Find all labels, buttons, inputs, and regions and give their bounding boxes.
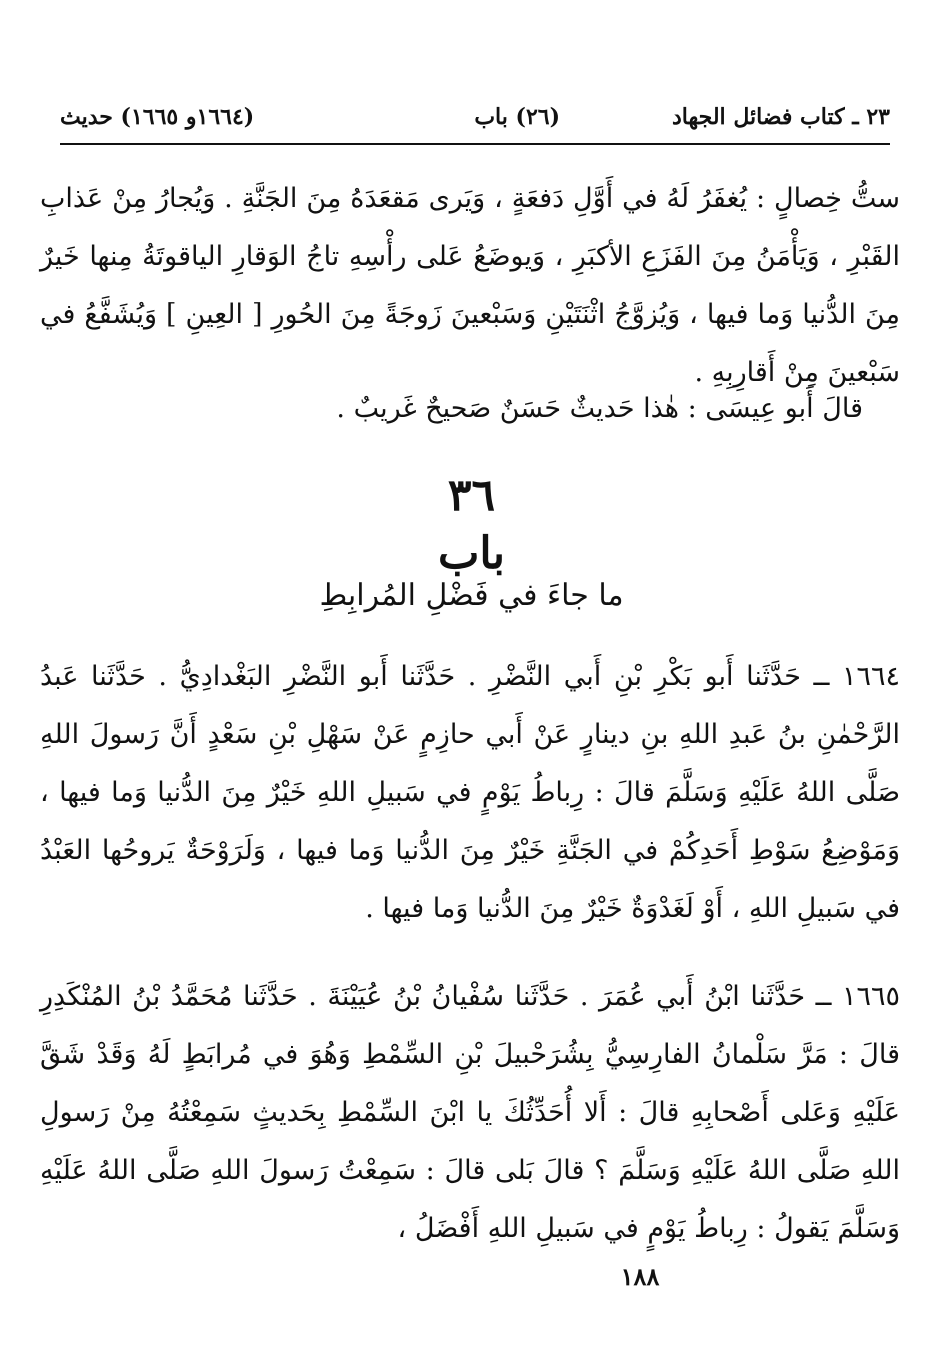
chapter-subtitle: ما جاءَ في فَضْلِ المُرابِطِ bbox=[319, 578, 624, 613]
running-header bbox=[60, 104, 890, 140]
hadith-1664: ١٦٦٤ ــ حَدَّثَنا أَبو بَكْرِ بْنِ أَبي النَّضْرِ . حَدَّثَنا أَبو النَّضْرِ البَغْدادِيُّ . حَدَّثَنا عَبدُ الرَّحْمٰنِ بنُ عَبدِ اللهِ بنِ دينارٍ عَنْ أَبي حازِمٍ عَنْ سَهْلِ بْنِ سَعْدٍ أَنَّ رَسولَ اللهِ صَلَّى اللهُ عَلَيْهِ وَسَلَّمَ قالَ : رِباطُ يَوْمٍ في سَبيلِ اللهِ خَيْرٌ مِنَ الدُّنيا وَما فيها ، وَمَوْضِعُ سَوْطِ أَحَدِكُمْ في الجَنَّةِ خَيْرٌ مِنَ الدُّنيا وَما فيها ، وَلَرَوْحَةٌ يَروحُها العَبْدُ في سَبيلِ اللهِ ، أَوْ لَغَدْوَةٌ خَيْرٌ مِنَ الدُّنيا وَما فيها . bbox=[40, 661, 900, 924]
page-number: ١٨٨ bbox=[620, 1262, 660, 1291]
paragraph-continuation: ستُّ خِصالٍ : يُغفَرُ لَهُ في أَوَّلِ دَفعَةٍ ، وَيَرى مَقعَدَهُ مِنَ الجَنَّةِ . وَيُجارُ مِنْ عَذابِ القَبْرِ ، وَيَأْمَنُ مِنَ الفَزَعِ الأكبَرِ ، وَيوضَعُ عَلى رأْسِهِ تاجُ الوَقارِ الياقوتَةُ مِنها خَيرٌ مِنَ الدُّنيا وَما فيها ، وَيُزوَّجُ اثْنَتَيْنِ وَسَبْعينَ زَوجَةً مِنَ الحُورِ [ العِينِ ] وَيُشَفَّعُ في سَبْعينَ مِنْ أَقارِبِهِ . bbox=[40, 183, 900, 388]
chapter-title: باب bbox=[437, 528, 506, 579]
header-chapter-ref: (٢٦) باب bbox=[474, 104, 560, 130]
header-divider bbox=[60, 143, 890, 145]
chapter-number: ٣٦ bbox=[447, 470, 496, 521]
header-book-title: ٢٣ ـ كتاب فضائل الجهاد bbox=[672, 104, 890, 130]
hadith-1665: ١٦٦٥ ــ حَدَّثَنا ابْنُ أَبي عُمَرَ . حَدَّثَنا سُفْيانُ بْنُ عُيَيْنَةَ . حَدَّثَنا مُحَمَّدُ بْنُ المُنْكَدِرِ قالَ : مَرَّ سَلْمانُ الفارِسِيُّ بِشُرَحْبيلَ بْنِ السِّمْطِ وَهُوَ في مُرابَطٍ لَهُ وَقَدْ شَقَّ عَلَيْهِ وَعَلى أَصْحابِهِ قالَ : أَلا أُحَدِّثُكَ يا ابْنَ السِّمْطِ بِحَديثٍ سَمِعْتُهُ مِنْ رَسولِ اللهِ صَلَّى اللهُ عَلَيْهِ وَسَلَّمَ ؟ قالَ بَلى قالَ : سَمِعْتُ رَسولَ اللهِ صَلَّى اللهُ عَلَيْهِ وَسَلَّمَ يَقولُ : رِباطُ يَوْمٍ في سَبيلِ اللهِ أَفْضَلُ ، bbox=[40, 981, 900, 1244]
header-hadith-range: (١٦٦٤و ١٦٦٥) حديث bbox=[60, 104, 255, 130]
abu-isa-comment: قالَ أَبو عِيسَى : هٰذا حَديثٌ حَسَنٌ صَحيحٌ غَريبٌ . bbox=[336, 393, 863, 424]
